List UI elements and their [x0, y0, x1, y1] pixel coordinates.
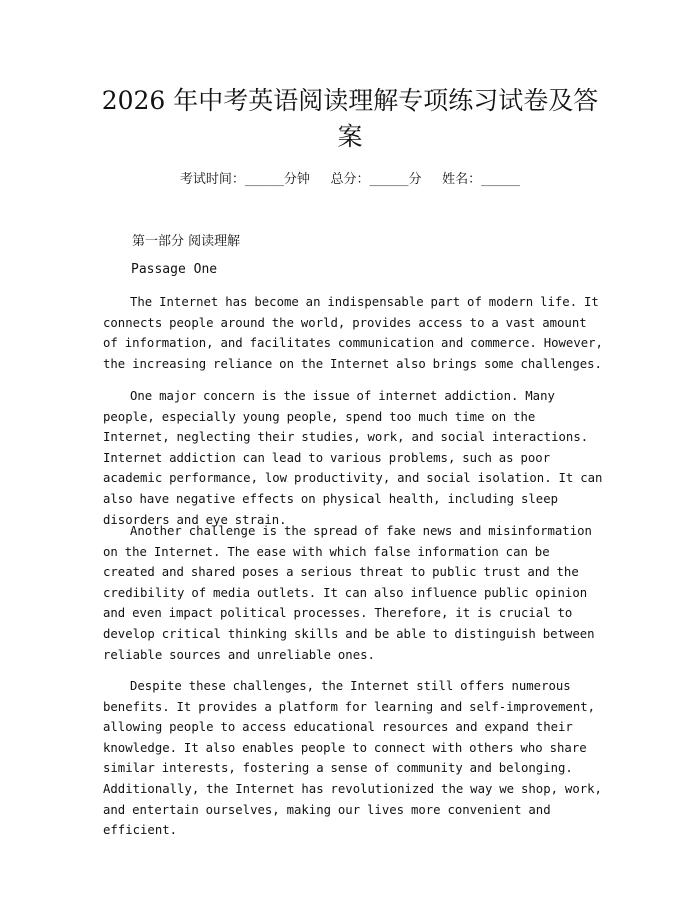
passage-paragraph-3: Another challenge is the spread of fake news and misinformation on the Internet. The ease with which false information can be created and shared poses a serious threat to public trust and the credibility of media outlets. It can also influence public opinion and even impact political processes. Therefore, it is crucial to develop critical thinking skills and be able to distinguish between reliable sources and unreliable ones. [103, 524, 595, 662]
passage-heading: Passage One [131, 262, 218, 277]
passage-paragraph-2: One major concern is the issue of internet addiction. Many people, especially young people, spend too much time on the Internet, neglecting their studies, work, and social interactions. Internet addiction can lead to various problems, such as poor academic performance, low productivity, and social isolation. It can also have negative effects on physical health, including sleep disorders and eye strain. [103, 389, 603, 527]
section-heading: 第一部分 阅读理解 [132, 234, 241, 249]
passage-paragraph-1: The Internet has become an indispensable part of modern life. It connects people around the world, provides access to a vast amount of information, and facilitates communication and commerce. However, the increasing reliance on the Internet also brings some challenges. [103, 295, 603, 371]
exam-info-line: 考试时间：______分钟 总分：______分 姓名：______ [179, 172, 521, 187]
document-title: 2026 年中考英语阅读理解专项练习试卷及答案 [101, 86, 599, 151]
passage-paragraph-4: Despite these challenges, the Internet still offers numerous benefits. It provides a platform for learning and self-improvement, allowing people to access educational resources and expand their knowledge. It also enables people to connect with others who share similar interests, fostering a sense of community and belonging. Additionally, the Internet has revolutionized the way we shop, work, and entertain ourselves, making our lives more convenient and efficient. [103, 679, 602, 838]
